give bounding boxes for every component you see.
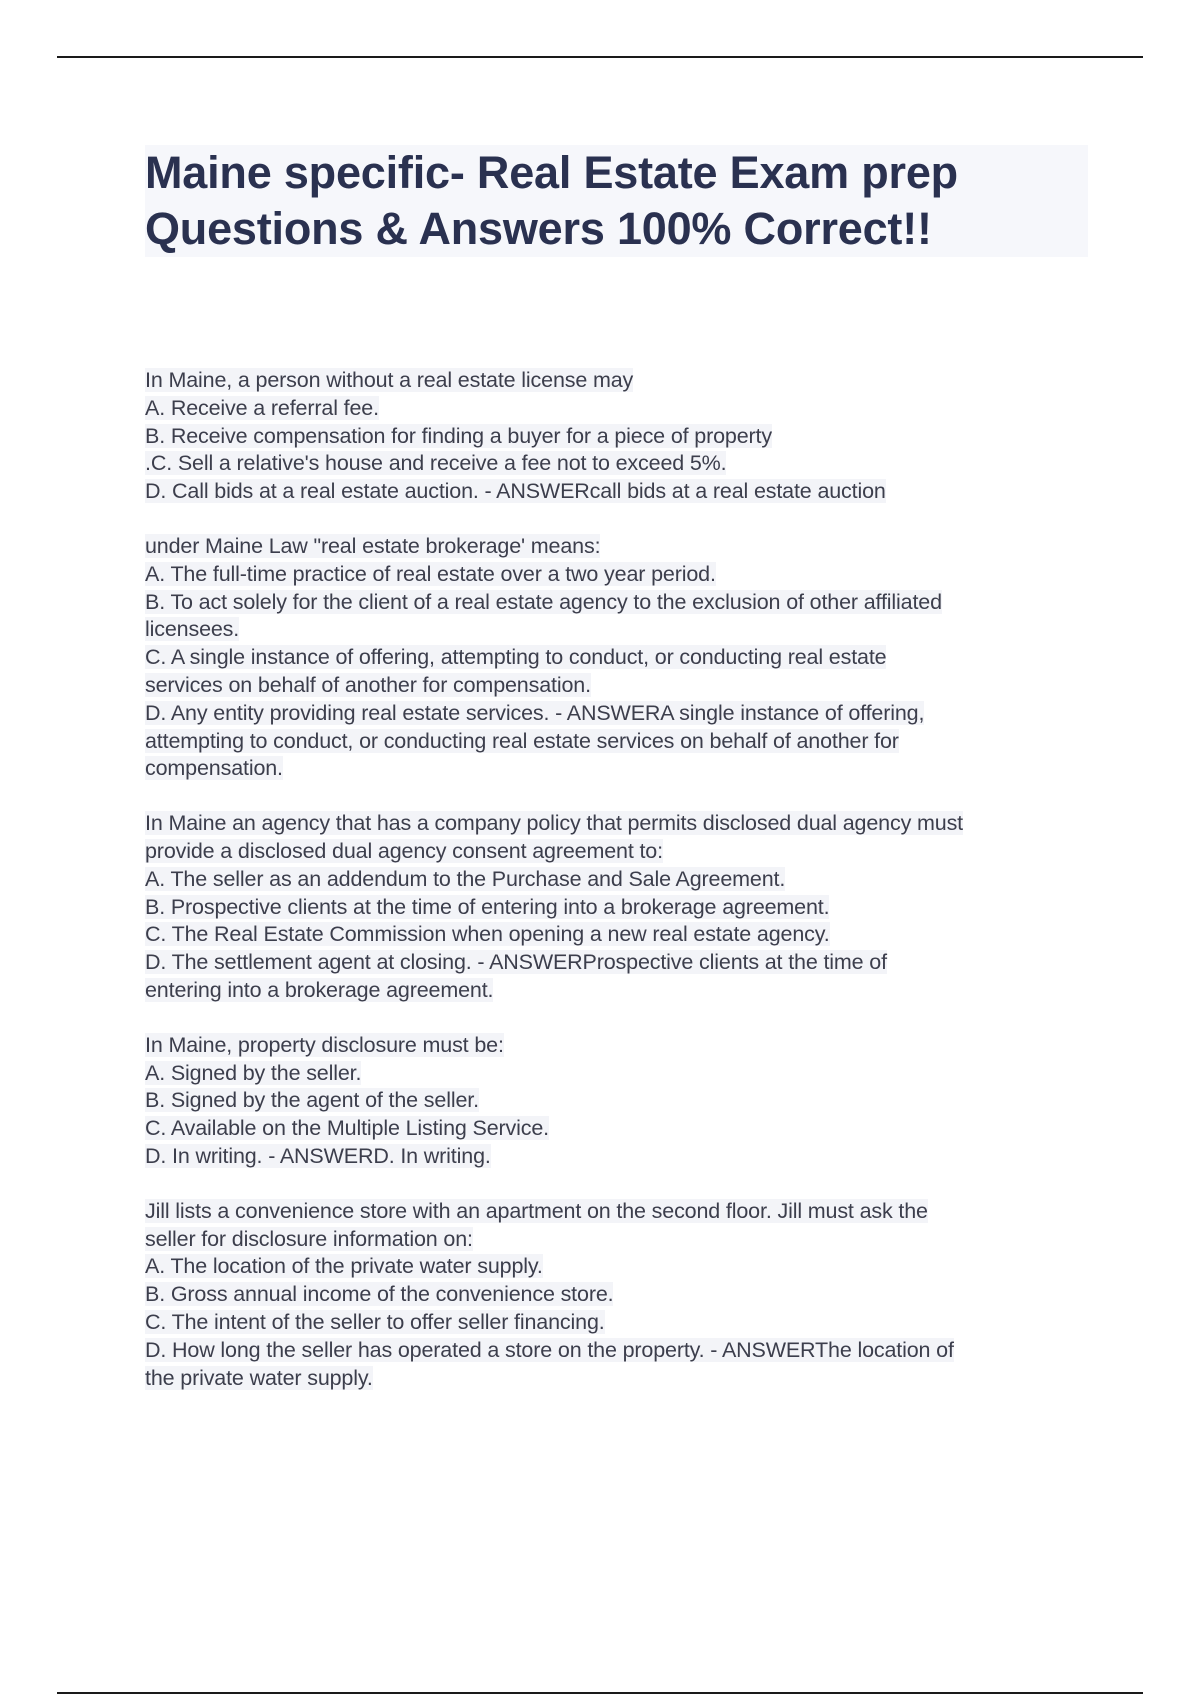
answer-option: B. Gross annual income of the convenience store. bbox=[145, 1282, 614, 1307]
answer-option: entering into a brokerage agreement. bbox=[145, 977, 494, 1002]
answer-option: the private water supply. bbox=[145, 1365, 373, 1390]
answer-option: services on behalf of another for compensation. bbox=[145, 672, 591, 697]
answer-option: B. Signed by the agent of the seller. bbox=[145, 1088, 479, 1113]
question-text: seller for disclosure information on: bbox=[145, 1226, 473, 1251]
title-line: Maine specific- Real Estate Exam prep bbox=[145, 147, 958, 198]
question-text: under Maine Law "real estate brokerage' means: bbox=[145, 533, 601, 558]
question-text: Jill lists a convenience store with an apartment on the second floor. Jill must ask the bbox=[145, 1198, 928, 1223]
answer-option: C. The intent of the seller to offer seller financing. bbox=[145, 1309, 605, 1334]
question-block-4 bbox=[145, 1032, 1085, 1171]
answer-option: D. The settlement agent at closing. - ANSWERProspective clients at the time of bbox=[145, 950, 887, 975]
bottom-rule bbox=[57, 1692, 1143, 1694]
answer-option: D. In writing. - ANSWERD. In writing. bbox=[145, 1143, 491, 1168]
question-text: In Maine, property disclosure must be: bbox=[145, 1032, 504, 1057]
question-text: In Maine, a person without a real estate license may bbox=[145, 368, 634, 392]
answer-option: A. Receive a referral fee. bbox=[145, 395, 379, 420]
answer-option: C. A single instance of offering, attempting to conduct, or conducting real estate bbox=[145, 645, 887, 670]
question-block-3 bbox=[145, 810, 1085, 1005]
answer-option: A. The location of the private water supply. bbox=[145, 1254, 543, 1279]
answer-option: B. Prospective clients at the time of entering into a brokerage agreement. bbox=[145, 894, 830, 919]
answer-option: compensation. bbox=[145, 756, 283, 781]
answer-option: D. How long the seller has operated a store on the property. - ANSWERThe location of bbox=[145, 1337, 954, 1362]
answer-option: A. Signed by the seller. bbox=[145, 1060, 362, 1085]
qa-content bbox=[145, 367, 1085, 1419]
question-block-5 bbox=[145, 1198, 1085, 1393]
title-line: Questions & Answers 100% Correct!! bbox=[145, 203, 932, 254]
page-title bbox=[145, 145, 1088, 257]
answer-option: B. Receive compensation for finding a buyer for a piece of property bbox=[145, 423, 772, 448]
answer-option: licensees. bbox=[145, 617, 240, 642]
question-block-1 bbox=[145, 367, 1085, 506]
answer-option: C. Available on the Multiple Listing Service. bbox=[145, 1116, 549, 1141]
answer-option: A. The full-time practice of real estate over a two year period. bbox=[145, 561, 716, 586]
answer-option: attempting to conduct, or conducting real estate services on behalf of another for bbox=[145, 728, 899, 753]
question-block-2 bbox=[145, 533, 1085, 783]
question-text: provide a disclosed dual agency consent agreement to: bbox=[145, 838, 663, 863]
top-rule bbox=[57, 56, 1143, 58]
answer-option: .C. Sell a relative's house and receive a fee not to exceed 5%. bbox=[145, 451, 727, 476]
answer-option: A. The seller as an addendum to the Purchase and Sale Agreement. bbox=[145, 866, 786, 891]
title-block bbox=[145, 145, 1088, 257]
answer-option: B. To act solely for the client of a real estate agency to the exclusion of other affiliated bbox=[145, 589, 942, 614]
answer-option: D. Any entity providing real estate services. - ANSWERA single instance of offering, bbox=[145, 700, 925, 725]
answer-option: D. Call bids at a real estate auction. - ANSWERcall bids at a real estate auction bbox=[145, 479, 886, 504]
answer-option: C. The Real Estate Commission when opening a new real estate agency. bbox=[145, 922, 830, 947]
question-text: In Maine an agency that has a company policy that permits disclosed dual agency must bbox=[145, 811, 963, 836]
